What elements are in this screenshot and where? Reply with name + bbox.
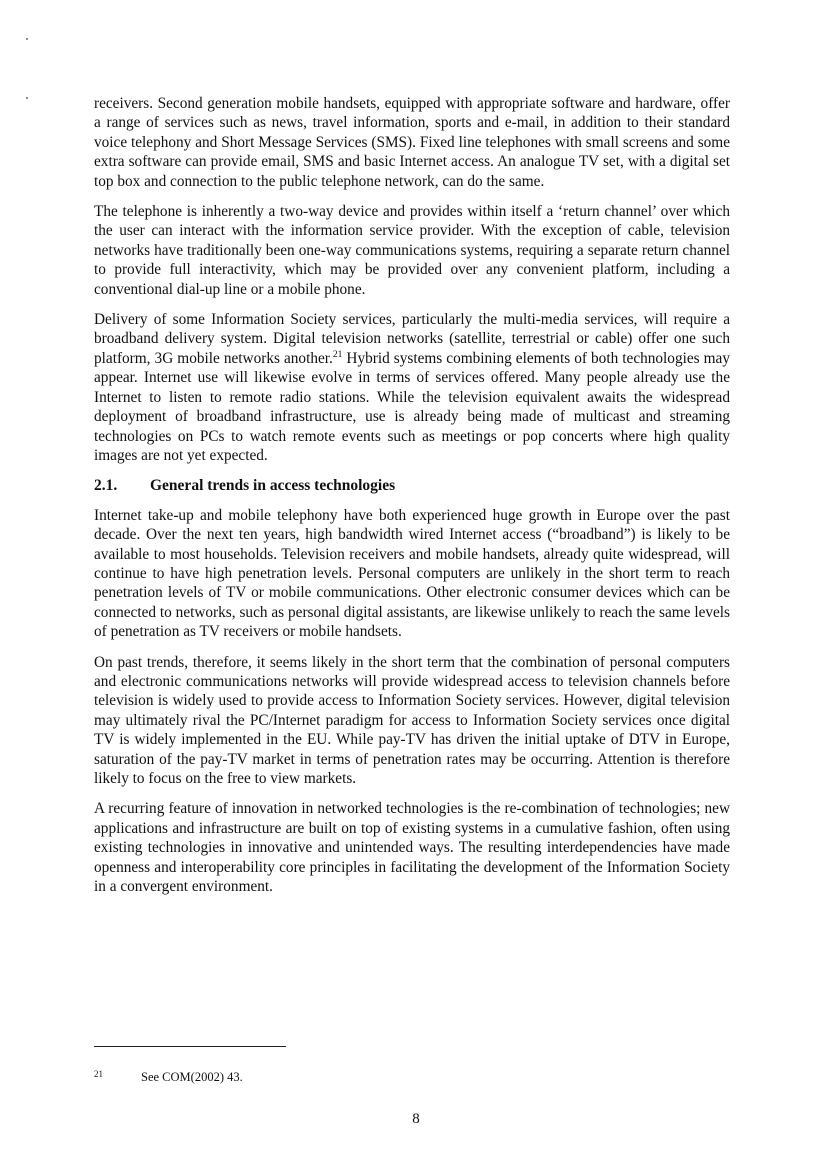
paragraph-past-trends: On past trends, therefore, it seems likely in the short term that the combination of personal computers and electronic communications networks will provide widespread access to television channels before television is widely used to provide access to Information Society services. However, digital television may ultimately rival the PC/Internet paradigm for access to Information Society services once digital TV is widely implemented in the EU. While pay-TV has driven the initial uptake of DTV in Europe, saturation of the pay-TV market in terms of penetration rates may be occurring. Attention is therefore likely to focus on the free to view markets.: [94, 653, 730, 787]
paragraph-recombination: A recurring feature of innovation in networked technologies is the re-combination of technologies; new applications and infrastructure are built on top of existing systems in a cumulative fashion, often using existing technologies in innovative and unintended ways. The resulting interdependencies have made openness and interoperability core principles in facilitating the development of the Information Society in a convergent environment.: [94, 800, 730, 896]
body-text: [94, 94, 730, 907]
paragraph-text: Hybrid systems combining elements of both technologies may appear. Internet use will likewise evolve in terms of services offered. Many people already use the Internet to listen to remote radio stations. While the television equivalent awaits the widespread deployment of broadband infrastructure, use is already being made of multicast and streaming technologies on PCs to watch remote events such as meetings or pop concerts where high quality images are not yet expected.: [94, 349, 730, 464]
page-number: 8: [412, 1111, 420, 1127]
paragraph-text: Delivery of some Information Society services, particularly the multi-media services, will require a broadband delivery system. Digital television networks (satellite, terrestrial or cable) offer one such platform, 3G mobile networks another.: [94, 311, 730, 367]
section-number: 2.1.: [94, 477, 118, 495]
scan-speck: [26, 97, 28, 99]
scan-speck: [26, 38, 28, 40]
footnote-reference[interactable]: 21: [332, 349, 343, 360]
paragraph-broadband-delivery: [94, 310, 730, 465]
paragraph-internet-takeup: Internet take-up and mobile telephony have both experienced huge growth in Europe over the past decade. Over the next ten years, high bandwidth wired Internet access (“broadband”) is likely to be available to most households. Television receivers and mobile handsets, already quite widespread, will continue to have high penetration levels. Personal computers are unlikely in the short term to reach penetration levels of TV or mobile communications. Other electronic consumer devices which can be connected to networks, such as personal digital assistants, are likewise unlikely to reach the same levels of penetration as TV receivers or mobile handsets.: [94, 506, 730, 641]
section-heading: [94, 476, 730, 495]
footnote-number: 21: [94, 1069, 103, 1079]
footnote-divider: [94, 1046, 286, 1047]
paragraph-receivers: receivers. Second generation mobile handsets, equipped with appropriate software and hardware, offer a range of services such as news, travel information, sports and e-mail, in addition to their standard voice telephony and Short Message Services (SMS). Fixed line telephones with small screens and some extra software can provide email, SMS and basic Internet access. An analogue TV set, with a digital set top box and connection to the public telephone network, can do the same.: [94, 95, 730, 190]
footnote-text: See COM(2002) 43.: [141, 1070, 243, 1084]
section-title: General trends in access technologies: [150, 477, 396, 495]
footnote: [94, 1066, 730, 1085]
paragraph-return-channel: The telephone is inherently a two-way device and provides within itself a ‘return channel’ over which the user can interact with the information service provider. With the exception of cable, television networks have traditionally been one-way communications systems, requiring a separate return channel to provide full interactivity, which may be provided over any convenient platform, including a conventional dial-up line or a mobile phone.: [94, 203, 730, 298]
